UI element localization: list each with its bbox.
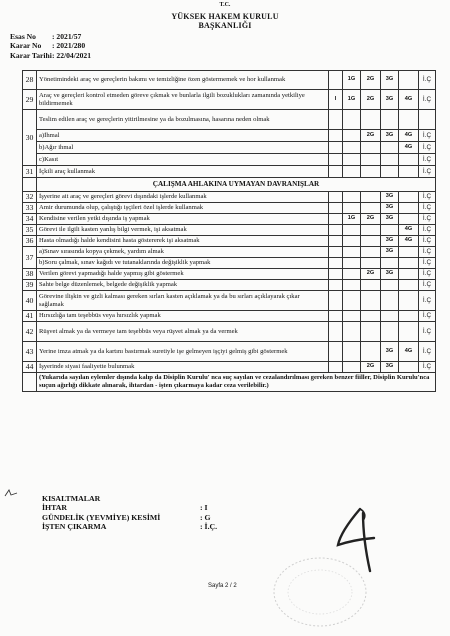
penalty-cell: 4G [399,236,419,247]
dismissal-cell: İ.Ç [419,311,436,322]
dismissal-cell: İ.Ç [419,280,436,291]
dismissal-cell: İ.Ç [419,130,436,142]
row-number: 42 [23,322,37,342]
row-number: 44 [23,362,37,373]
meta-karar-tarihi: Karar Tarihi : 22/04/2021 [10,50,92,60]
pen-stroke-icon [4,488,18,498]
offence-subitem: a)Sınav sırasında kopya çekmek, yardım almak [37,247,329,258]
offence-text: Kendisine verilen yetki dışında iş yapmak [37,214,329,225]
offence-text: İşyerinde siyasi faaliyette bulunmak [37,362,329,373]
offence-text: İşyerine ait araç ve gereçleri görevi dışındaki işlerde kullanmak [37,192,329,203]
section-row [23,178,436,192]
footnote-text: (Yukarıda sayılan eylemler dışında kalıp da Disiplin Kurulu' nca suç sayılan ve cezalandırılması gereken benzer fiiller, Disiplin Kurulu'nca suçun ağırlığı dikkate alınarak, ihtardan - işten çıkarmaya kadar ceza verilebilir.) [37,373,436,392]
meta-esas-no: Esas No : 2021/57 [10,32,82,41]
meta-karar-no: Karar No : 2021/280 [10,41,86,51]
dismissal-cell: İ.Ç [419,225,436,236]
row-number: 29 [23,90,37,110]
offence-text: Görevine ilişkin ve gizli kalması gereken sırları kasten açıklamak ya da bu sırları açıklayarak çıkar sağlamak [37,291,329,311]
row-number: 40 [23,291,37,311]
offence-subitem: c)Kasıt [37,154,329,166]
handwritten-margin-mark [4,488,18,500]
penalty-cell: 1G [343,214,361,225]
row-number: 36 [23,236,37,247]
table-row [23,214,436,225]
table-row [23,236,436,247]
penalty-cell: 4G [399,90,419,110]
penalty-cell: 4G [399,342,419,362]
penalty-cell: 4G [399,225,419,236]
offence-text: İçkili araç kullanmak [37,166,329,178]
offence-text: Teslim edilen araç ve gereçlerin yitirilmesine ya da bozulmasına, hasarına neden olmak [37,110,329,130]
penalty-cell: 4G [399,142,419,154]
footnote-row [23,373,436,392]
offence-text: Verilen görevi yapmadığı halde yapmış gibi göstermek [37,269,329,280]
table-row [23,71,436,90]
row-number: 33 [23,203,37,214]
offence-text: Rüşvet almak ya da vermeye tam teşebbüs veya rüşvet almak ya da vermek [37,322,329,342]
penalty-cell: 3G [381,247,399,258]
table-subrow [23,130,436,142]
dismissal-cell: İ.Ç [419,236,436,247]
dismissal-cell: İ.Ç [419,90,436,110]
offence-subitem: b)Ağır ihmal [37,142,329,154]
dismissal-cell: İ.Ç [419,214,436,225]
header-institution: YÜKSEK HAKEM KURULU [171,12,279,21]
penalty-cell: 2G [361,71,381,90]
offence-text: Araç ve gereçleri kontrol etmeden göreve çıkmak ve bunlarla ilgili bozuklukları zamanında yetkiliye bildirmemek [37,90,329,110]
offence-text: Yönetimindeki araç ve gereçlerin bakımı ve temizliğine özen göstermemek ve hor kullanmak [37,71,329,90]
offence-text: Hasta olmadığı halde kendisini hasta göstererek işi aksatmak [37,236,329,247]
penalty-cell: 1G [343,71,361,90]
header-tc: T.C. [219,2,231,8]
penalty-table [22,70,436,392]
offence-text: Amir durumunda olup, çalıştığı işçileri özel işlerde kullanmak [37,203,329,214]
dismissal-cell: İ.Ç [419,247,436,258]
row-number: 43 [23,342,37,362]
signature [330,505,390,575]
penalty-cell: 3G [381,236,399,247]
penalty-cell: 3G [381,192,399,203]
case-meta [10,32,91,60]
penalty-cell: 2G [361,269,381,280]
table-row [23,269,436,280]
row-number: 39 [23,280,37,291]
row-number: 37 [23,247,37,269]
offence-text: Yerine imza atmak ya da kartını bastırmak suretiyle işe gelmeyen işçiyi gelmiş gibi göstermek [37,342,329,362]
page-number: Sayfa 2 / 2 [208,583,237,589]
header-department: BAŞKANLIĞI [198,21,252,30]
row-number: 28 [23,71,37,90]
offence-text: Görevi ile ilgili kasten yanlış bilgi vermek, işi aksatmak [37,225,329,236]
penalty-cell: 4G [399,130,419,142]
table-row [23,362,436,373]
dismissal-cell: İ.Ç [419,362,436,373]
table-row [23,192,436,203]
dismissal-cell: İ.Ç [419,154,436,166]
row-number: 35 [23,225,37,236]
penalty-cell: 3G [381,90,399,110]
penalty-cell: 3G [381,362,399,373]
table-row [23,90,436,110]
penalty-cell: 2G [361,214,381,225]
penalty-cell: 1G [343,90,361,110]
penalty-cell: 3G [381,214,399,225]
dismissal-cell: İ.Ç [419,203,436,214]
dismissal-cell: İ.Ç [419,291,436,311]
abbreviations-block [42,494,217,532]
table-row [23,311,436,322]
offence-text: Hırsızlığa tam teşebbüs veya hırsızlık yapmak [37,311,329,322]
dismissal-cell: İ.Ç [419,166,436,178]
dismissal-cell: İ.Ç [419,322,436,342]
table-row [23,225,436,236]
abbreviation-item: İŞTEN ÇIKARMA : İ.Ç. [42,522,218,532]
penalty-cell: 3G [381,342,399,362]
row-number: 41 [23,311,37,322]
penalty-cell: 2G [361,90,381,110]
dismissal-cell: İ.Ç [419,192,436,203]
row-number: 31 [23,166,37,178]
table-subrow [23,247,436,258]
dismissal-cell: İ.Ç [419,269,436,280]
table-row [23,203,436,214]
penalty-cell: 2G [361,362,381,373]
penalty-cell: 3G [381,203,399,214]
dismissal-cell: İ.Ç [419,258,436,269]
abbreviations-title: KISALTMALAR [42,494,101,503]
row-number: 34 [23,214,37,225]
offence-text: Sahte belge düzenlemek, belgede değişiklik yapmak [37,280,329,291]
table-row [23,322,436,342]
table-subrow [23,154,436,166]
abbreviation-item: İHTAR : I [42,503,208,513]
dismissal-cell: İ.Ç [419,342,436,362]
table-row [23,280,436,291]
table-row [23,342,436,362]
penalty-cell: 3G [381,71,399,90]
dismissal-cell: İ.Ç [419,142,436,154]
penalty-cell: 3G [381,130,399,142]
section-title: ÇALIŞMA AHLAKINA UYMAYAN DAVRANIŞLAR [37,178,436,192]
row-number: 38 [23,269,37,280]
table-row [23,166,436,178]
row-number: 30 [23,110,37,166]
table-subrow [23,258,436,269]
dismissal-cell: İ.Ç [419,71,436,90]
abbreviation-item: GÜNDELİK (YEVMİYE) KESİMİ : G [42,512,211,522]
table-row [23,291,436,311]
penalty-cell: 2G [361,130,381,142]
offence-subitem: b)Soru çalmak, sınav kağıdı ve tutanaklarında değişiklik yapmak [37,258,329,269]
table-subrow [23,142,436,154]
table-row [23,110,436,130]
offence-subitem: a)İhmal [37,130,329,142]
penalty-cell: 3G [381,269,399,280]
row-number: 32 [23,192,37,203]
penalty-cell: I [329,90,343,110]
